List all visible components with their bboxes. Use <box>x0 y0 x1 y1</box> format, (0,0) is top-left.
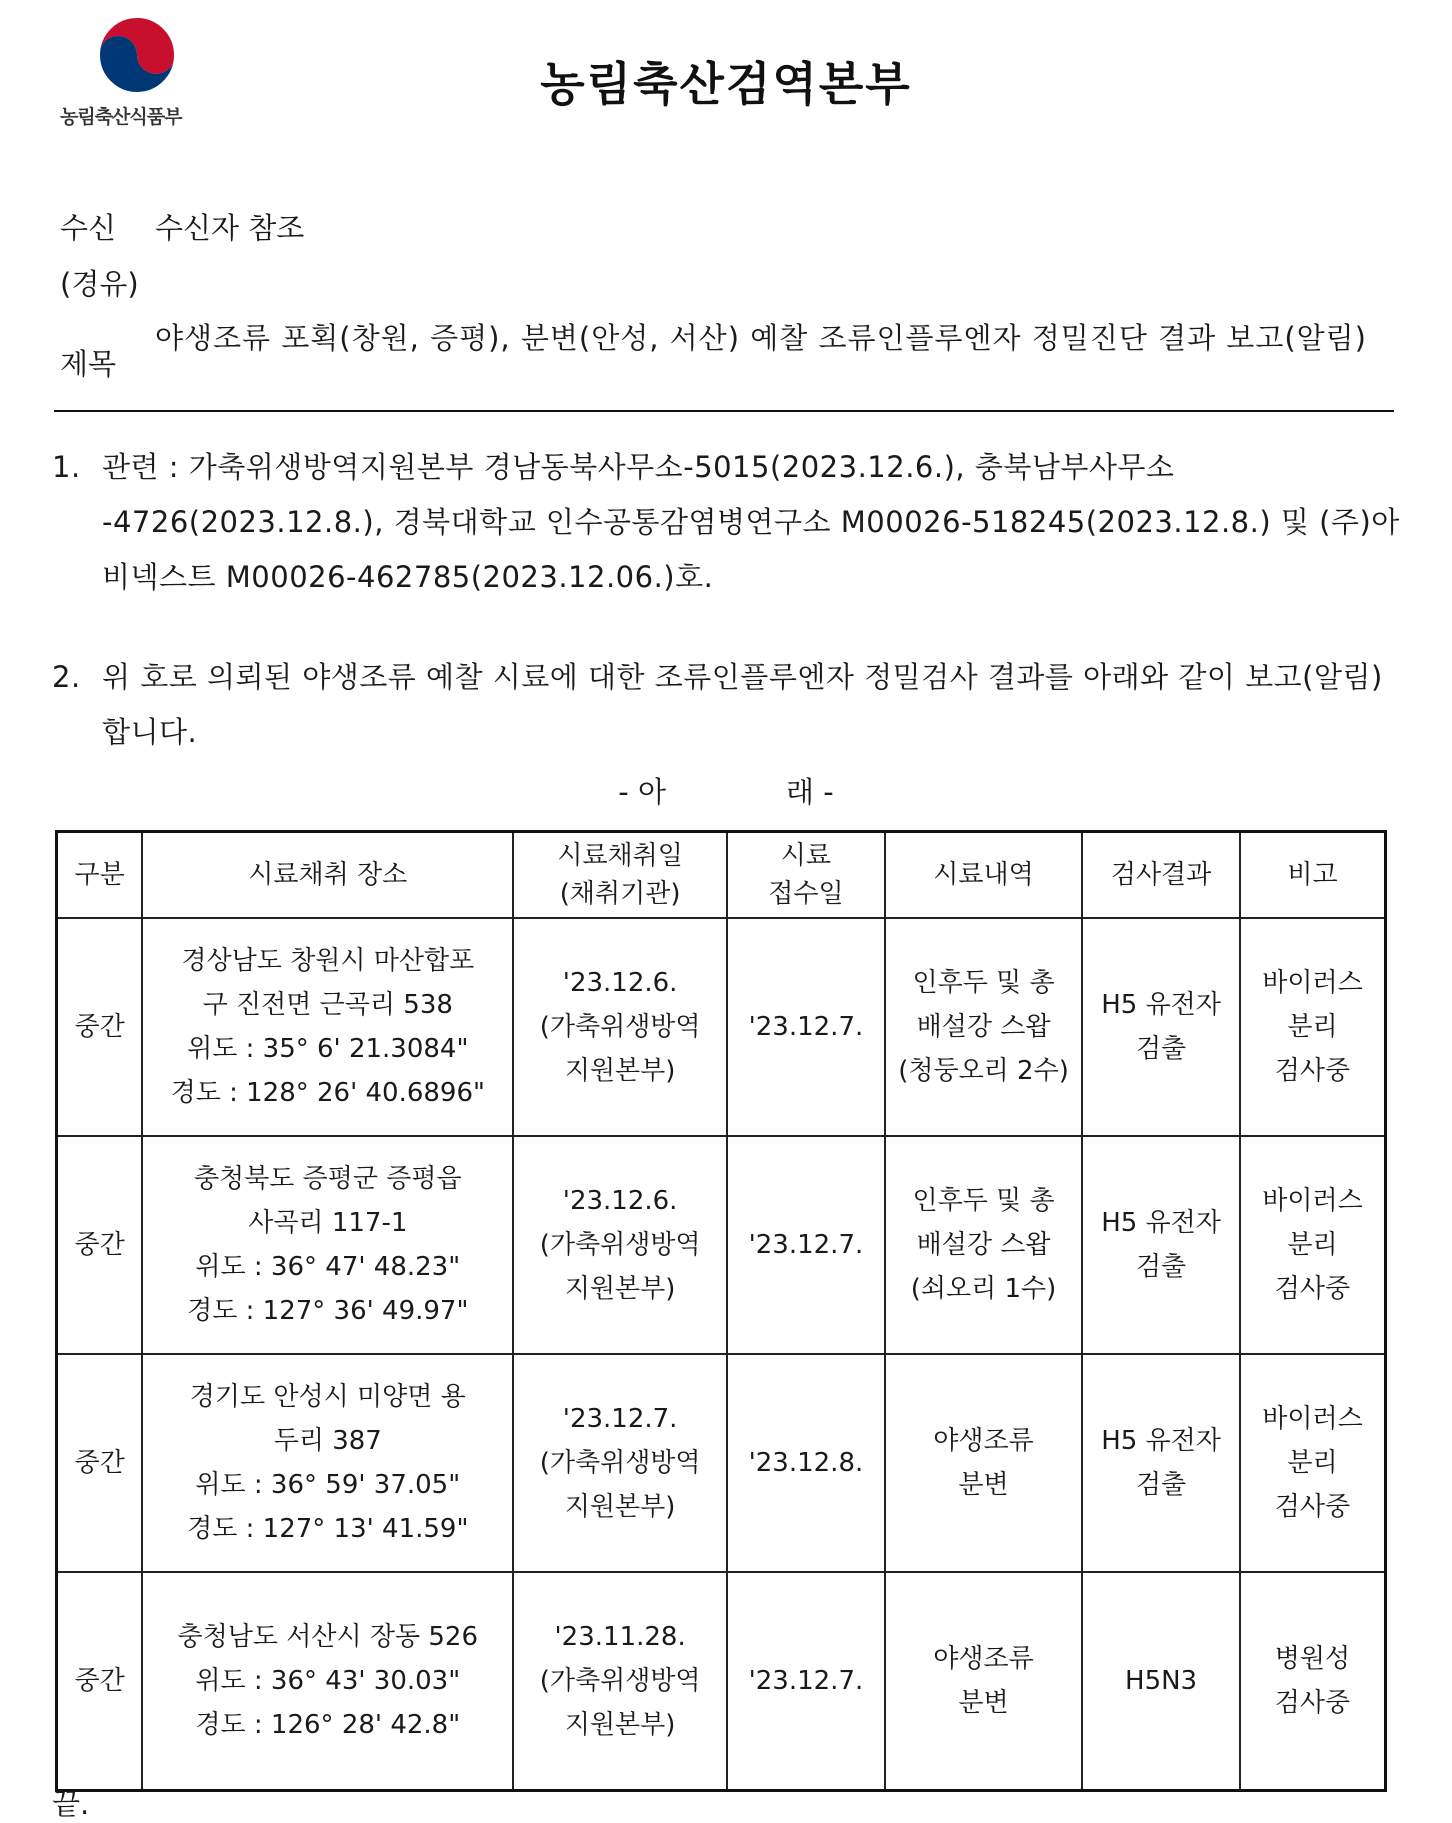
cell-type: 중간 <box>57 1136 143 1354</box>
table-row <box>57 1572 1386 1791</box>
via-label: (경유) <box>60 267 139 301</box>
cell-note: 바이러스 분리 검사중 <box>1240 1136 1386 1354</box>
results-table <box>55 830 1387 1792</box>
cell-collected: '23.11.28. (가축위생방역 지원본부) <box>513 1572 727 1791</box>
cell-result: H5 유전자 검출 <box>1082 1354 1240 1572</box>
table-row <box>57 918 1386 1136</box>
table-header-row <box>57 832 1386 919</box>
paragraph-2-text: 위 호로 의뢰된 야생조류 예찰 시료에 대한 조류인플루엔자 정밀검사 결과를 아래와 같이 보고(알림)합니다. <box>102 660 1383 749</box>
paragraph-1 <box>52 440 1402 605</box>
cell-type: 중간 <box>57 918 143 1136</box>
header-note: 비고 <box>1240 832 1386 919</box>
end-mark: 끝. <box>52 1787 90 1821</box>
cell-collected: '23.12.6. (가축위생방역 지원본부) <box>513 918 727 1136</box>
header-received: 시료 접수일 <box>727 832 885 919</box>
cell-note: 바이러스 분리 검사중 <box>1240 918 1386 1136</box>
cell-note: 바이러스 분리 검사중 <box>1240 1354 1386 1572</box>
cell-type: 중간 <box>57 1354 143 1572</box>
cell-location: 경상남도 창원시 마산합포 구 진전면 근곡리 538 위도 : 35° 6' 21.3084" 경도 : 128° 26' 40.6896" <box>142 918 513 1136</box>
subject-label: 제목 <box>60 347 117 381</box>
cell-received: '23.12.7. <box>727 918 885 1136</box>
cell-sample: 인후두 및 총 배설강 스왑 (쇠오리 1수) <box>885 1136 1082 1354</box>
cell-received: '23.12.8. <box>727 1354 885 1572</box>
cell-note: 병원성 검사중 <box>1240 1572 1386 1791</box>
cell-collected: '23.12.7. (가축위생방역 지원본부) <box>513 1354 727 1572</box>
paragraph-1-number: 1. <box>52 450 81 484</box>
cell-result: H5 유전자 검출 <box>1082 918 1240 1136</box>
cell-sample: 야생조류 분변 <box>885 1354 1082 1572</box>
recipient-label: 수신 <box>60 211 117 245</box>
cell-location: 경기도 안성시 미양면 용 두리 387 위도 : 36° 59' 37.05" 경도 : 127° 13' 41.59" <box>142 1354 513 1572</box>
cell-location: 충청북도 증평군 증평읍 사곡리 117-1 위도 : 36° 47' 48.23" 경도 : 127° 36' 49.97" <box>142 1136 513 1354</box>
cell-sample: 인후두 및 총 배설강 스왑 (청둥오리 2수) <box>885 918 1082 1136</box>
paragraph-1-text: 관련 : 가축위생방역지원본부 경남동북사무소-5015(2023.12.6.), 충북남부사무소 -4726(2023.12.8.), 경북대학교 인수공통감염병연구소 M00026-518245(2023.12.8.) 및 (주)아비넥스트 M00026-462785(2023.12.06.)호. <box>102 450 1400 594</box>
cell-location: 충청남도 서산시 장동 526 위도 : 36° 43' 30.03" 경도 : 126° 28' 42.8" <box>142 1572 513 1791</box>
cell-received: '23.12.7. <box>727 1572 885 1791</box>
paragraph-2-number: 2. <box>52 660 81 694</box>
header-result: 검사결과 <box>1082 832 1240 919</box>
cell-result: H5N3 <box>1082 1572 1240 1791</box>
header-sample: 시료내역 <box>885 832 1082 919</box>
paragraph-2 <box>52 650 1402 760</box>
cell-collected: '23.12.6. (가축위생방역 지원본부) <box>513 1136 727 1354</box>
subject-text: 야생조류 포획(창원, 증평), 분변(안성, 서산) 예찰 조류인플루엔자 정밀진단 결과 보고(알림) <box>155 321 1367 355</box>
header-location: 시료채취 장소 <box>142 832 513 919</box>
below-heading-left: - 아 <box>618 775 666 809</box>
cell-received: '23.12.7. <box>727 1136 885 1354</box>
table-row <box>57 1354 1386 1572</box>
header-collected: 시료채취일 (채취기관) <box>513 832 727 919</box>
table-row <box>57 1136 1386 1354</box>
cell-result: H5 유전자 검출 <box>1082 1136 1240 1354</box>
org-title: 농림축산검역본부 <box>540 57 912 111</box>
header-type: 구분 <box>57 832 143 919</box>
header-divider <box>54 410 1394 412</box>
recipient-line <box>60 206 304 247</box>
below-heading <box>0 770 1452 811</box>
cell-sample: 야생조류 분변 <box>885 1572 1082 1791</box>
cell-type: 중간 <box>57 1572 143 1791</box>
recipient-value: 수신자 참조 <box>155 211 305 245</box>
below-heading-right: 래 - <box>786 775 834 809</box>
logo-caption: 농림축산식품부 <box>60 106 182 128</box>
